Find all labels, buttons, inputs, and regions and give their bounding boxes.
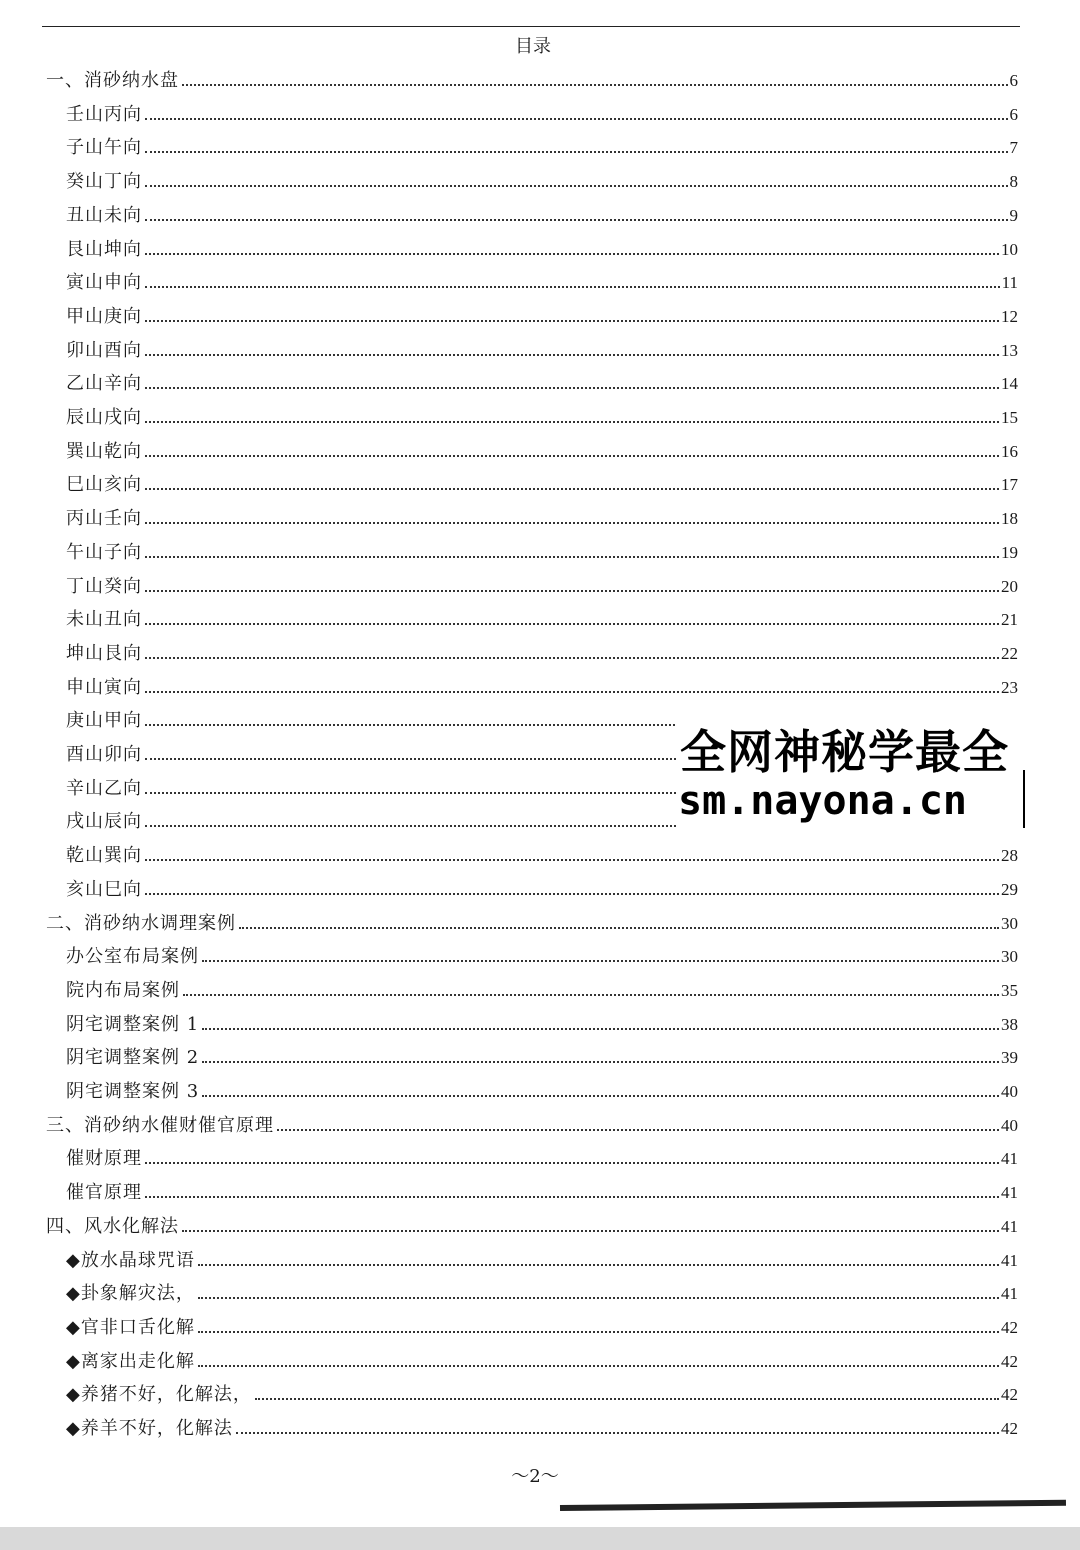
toc-entry-page: 20 xyxy=(1001,576,1018,596)
toc-entry[interactable] xyxy=(66,633,1018,665)
toc-entry-page: 29 xyxy=(1001,879,1018,899)
toc-entry-page: 42 xyxy=(1001,1385,1018,1405)
toc-entry-label: 巽山乾向 xyxy=(66,440,142,462)
toc-entry-page: 23 xyxy=(1001,677,1018,697)
toc-entry-page: 6 xyxy=(1009,71,1018,90)
toc-entry-page: 39 xyxy=(1001,1048,1018,1068)
toc-entry[interactable] xyxy=(66,869,1018,901)
toc-entry-page: 42 xyxy=(1001,1351,1018,1371)
toc-entry-page: 22 xyxy=(1001,643,1018,663)
toc-entry-label: 丑山未向 xyxy=(66,204,142,226)
dot-leader xyxy=(182,84,1008,86)
toc-entry[interactable] xyxy=(66,431,1018,463)
toc-entry-page: 42 xyxy=(1001,1419,1018,1438)
toc-entry-label: 卯山酉向 xyxy=(66,339,142,361)
toc-entry-page: 41 xyxy=(1001,1149,1018,1169)
dot-leader xyxy=(145,657,999,659)
dot-leader xyxy=(145,320,999,322)
dot-leader xyxy=(145,859,999,861)
toc-entry[interactable] xyxy=(66,936,1018,968)
toc-section-entry[interactable] xyxy=(46,903,1018,935)
toc-entry-label: 三、消砂纳水催财催官原理 xyxy=(46,1114,274,1136)
toc-entry[interactable] xyxy=(66,1240,1018,1272)
toc-entry-page: 41 xyxy=(1001,1216,1018,1236)
dot-leader xyxy=(145,151,1008,153)
dot-leader xyxy=(198,1297,999,1299)
top-rule xyxy=(42,26,1020,27)
toc-entry[interactable] xyxy=(66,1138,1018,1170)
toc-entry[interactable] xyxy=(66,599,1018,631)
dot-leader xyxy=(183,994,999,996)
toc-entry[interactable] xyxy=(66,1273,1018,1305)
watermark xyxy=(676,710,1080,828)
toc-entry[interactable] xyxy=(66,498,1018,530)
toc-entry-label: 阴宅调整案例 3 xyxy=(66,1081,200,1102)
dot-leader xyxy=(198,1331,999,1333)
toc-entry[interactable] xyxy=(66,667,1018,699)
toc-entry-label: 酉山卯向 xyxy=(66,744,142,765)
toc-entry-label: 催官原理 xyxy=(66,1182,142,1204)
toc-entry-label: 子山午向 xyxy=(66,137,142,159)
dot-leader xyxy=(202,1061,999,1063)
toc-entry-label: 一、消砂纳水盘 xyxy=(46,70,179,91)
toc-entry[interactable] xyxy=(66,161,1018,193)
dot-leader xyxy=(145,118,1008,120)
toc-entry-label: 庚山甲向 xyxy=(66,710,142,732)
scan-edge-stroke xyxy=(560,1500,1066,1511)
toc-entry-page: 41 xyxy=(1001,1183,1018,1203)
dot-leader xyxy=(145,1162,999,1164)
toc-entry-page: 8 xyxy=(1009,172,1018,192)
toc-entry-page: 30 xyxy=(1001,947,1018,967)
toc-entry[interactable] xyxy=(66,1172,1018,1204)
dot-leader xyxy=(145,691,999,693)
dot-leader xyxy=(202,960,999,962)
dot-leader xyxy=(145,455,999,457)
toc-entry[interactable] xyxy=(66,1037,1018,1069)
dot-leader xyxy=(145,286,1000,288)
toc-section-entry[interactable] xyxy=(46,1105,1018,1137)
toc-entry-page: 12 xyxy=(1001,306,1018,326)
toc-entry-label: 坤山艮向 xyxy=(66,642,142,664)
dot-leader xyxy=(145,488,999,490)
toc-entry-page: 9 xyxy=(1009,205,1018,225)
toc-entry-page: 40 xyxy=(1001,1115,1018,1135)
dot-leader xyxy=(145,354,999,356)
dot-leader xyxy=(277,1129,999,1131)
toc-entry-label: ◆离家出走化解 xyxy=(66,1350,195,1372)
dot-leader xyxy=(145,623,999,625)
toc-entry-page: 30 xyxy=(1001,913,1018,933)
toc-entry-page: 41 xyxy=(1001,1250,1018,1270)
toc-entry-label: ◆卦象解灾法， xyxy=(66,1283,195,1305)
dot-leader xyxy=(145,387,999,389)
toc-entry[interactable] xyxy=(66,835,1018,867)
toc-entry[interactable] xyxy=(66,1307,1018,1339)
toc-entry-label: 四、风水化解法 xyxy=(46,1215,179,1237)
dot-leader xyxy=(239,927,999,929)
toc-entry-page: 14 xyxy=(1001,374,1018,394)
text-cursor xyxy=(1023,770,1025,828)
toc-entry-page: 17 xyxy=(1001,475,1018,495)
toc-entry[interactable] xyxy=(66,1408,1018,1440)
toc-entry-label: 乾山巽向 xyxy=(66,845,142,867)
toc-entry-label: 二、消砂纳水调理案例 xyxy=(46,912,236,934)
toc-entry[interactable] xyxy=(66,1341,1018,1373)
toc-entry-label: 午山子向 xyxy=(66,541,142,563)
toc-entry-label: ◆养猪不好，化解法， xyxy=(66,1384,252,1406)
dot-leader xyxy=(198,1264,999,1266)
page-title: 目录 xyxy=(515,36,551,57)
dot-leader xyxy=(145,522,999,524)
toc-entry-page: 13 xyxy=(1001,340,1018,360)
toc-entry-label: 亥山巳向 xyxy=(66,878,142,900)
toc-entry-label: 癸山丁向 xyxy=(66,171,142,193)
toc-entry-page: 19 xyxy=(1001,542,1018,562)
toc-entry-page: 21 xyxy=(1001,610,1018,630)
toc-entry-page: 28 xyxy=(1001,846,1018,866)
toc-entry-label: 巳山亥向 xyxy=(66,474,142,496)
dot-leader xyxy=(202,1095,999,1097)
toc-entry-label: 院内布局案例 xyxy=(66,979,180,1001)
toc-entry-label: 未山丑向 xyxy=(66,609,142,631)
toc-entry-page: 42 xyxy=(1001,1317,1018,1337)
toc-entry[interactable] xyxy=(66,229,1018,261)
toc-entry[interactable] xyxy=(66,363,1018,395)
dot-leader xyxy=(198,1365,999,1367)
toc-entry-page: 15 xyxy=(1001,408,1018,427)
toc-entry-page: 6 xyxy=(1009,104,1018,124)
toc-entry[interactable] xyxy=(66,94,1018,126)
watermark-line-2: sm.nayona.cn xyxy=(678,778,967,824)
dot-leader xyxy=(145,421,999,423)
dot-leader xyxy=(202,1028,999,1030)
toc-entry[interactable] xyxy=(66,127,1018,159)
toc-entry-label: 丁山癸向 xyxy=(66,575,142,597)
toc-entry-label: 辰山戌向 xyxy=(66,407,142,428)
toc-entry[interactable] xyxy=(66,262,1018,294)
dot-leader xyxy=(145,556,999,558)
toc-entry-page: 40 xyxy=(1001,1082,1018,1101)
toc-entry-page: 38 xyxy=(1001,1014,1018,1034)
toc-entry[interactable] xyxy=(66,195,1018,227)
toc-entry[interactable] xyxy=(66,330,1018,362)
toc-entry[interactable] xyxy=(66,566,1018,598)
toc-entry[interactable] xyxy=(66,397,1018,429)
dot-leader xyxy=(236,1432,999,1434)
toc-entry-page: 10 xyxy=(1001,239,1018,259)
toc-entry[interactable] xyxy=(66,464,1018,496)
watermark-line-1: 全网神秘学最全 xyxy=(680,725,1009,779)
toc-entry-label: 寅山申向 xyxy=(66,272,142,294)
dot-leader xyxy=(145,590,999,592)
dot-leader xyxy=(145,219,1008,221)
toc-entry-page: 41 xyxy=(1001,1284,1018,1304)
toc-entry-label: ◆养羊不好，化解法 xyxy=(66,1418,233,1439)
dot-leader xyxy=(145,893,999,895)
dot-leader xyxy=(145,1196,999,1198)
toc-entry-label: ◆放水晶球咒语 xyxy=(66,1249,195,1271)
toc-entry[interactable] xyxy=(66,970,1018,1002)
toc-entry-label: 甲山庚向 xyxy=(66,305,142,327)
dot-leader xyxy=(145,253,999,255)
page-number-footer: ～2～ xyxy=(511,1466,559,1487)
toc-entry-page: 18 xyxy=(1001,509,1018,529)
toc-entry-label: 阴宅调整案例 2 xyxy=(66,1047,200,1069)
toc-entry-label: 辛山乙向 xyxy=(66,777,142,799)
toc-entry[interactable] xyxy=(66,296,1018,328)
toc-entry[interactable] xyxy=(66,1004,1018,1036)
toc-entry-label: ◆官非口舌化解 xyxy=(66,1316,195,1338)
toc-entry-label: 阴宅调整案例 1 xyxy=(66,1013,200,1035)
toc-entry-label: 乙山辛向 xyxy=(66,373,142,395)
toc-section-entry[interactable] xyxy=(46,60,1018,92)
dot-leader xyxy=(145,185,1008,187)
toc-entry-page: 11 xyxy=(1001,273,1018,293)
dot-leader xyxy=(255,1398,999,1400)
toc-entry-page: 7 xyxy=(1009,138,1018,158)
toc-entry-page: 35 xyxy=(1001,980,1018,1000)
scan-bottom-shadow xyxy=(0,1527,1080,1550)
toc-entry[interactable] xyxy=(66,1071,1018,1103)
toc-entry[interactable] xyxy=(66,1374,1018,1406)
toc-entry-label: 戌山辰向 xyxy=(66,811,142,833)
toc-entry-label: 催财原理 xyxy=(66,1148,142,1170)
toc-entry[interactable] xyxy=(66,532,1018,564)
toc-entry-label: 申山寅向 xyxy=(66,676,142,698)
toc-entry-label: 丙山壬向 xyxy=(66,508,142,530)
dot-leader xyxy=(182,1230,999,1232)
toc-entry-label: 艮山坤向 xyxy=(66,238,142,260)
toc-section-entry[interactable] xyxy=(46,1206,1018,1238)
toc-entry-label: 办公室布局案例 xyxy=(66,946,199,968)
toc-entry-page: 16 xyxy=(1001,441,1018,461)
toc-entry-label: 壬山丙向 xyxy=(66,103,142,125)
